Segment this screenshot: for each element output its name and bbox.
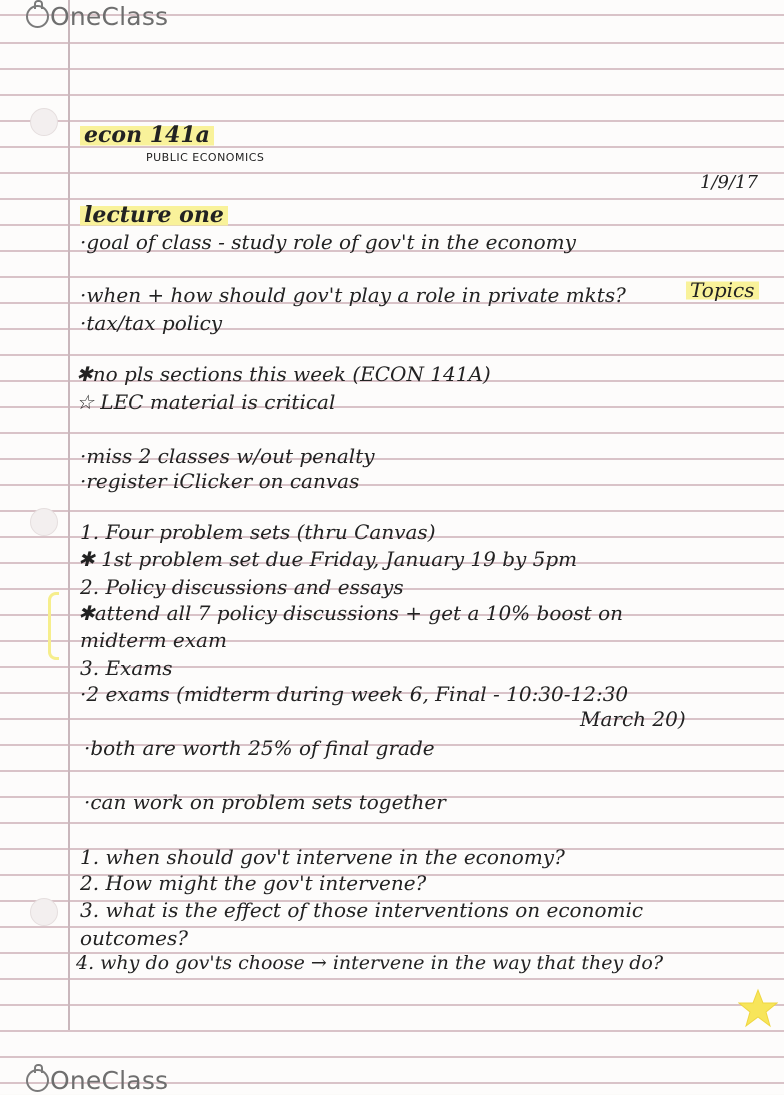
note-line: March 20)	[580, 707, 686, 731]
logo-text: OneClass	[50, 1066, 169, 1095]
note-line: ✱ 1st problem set due Friday, January 19 by 5pm	[78, 547, 578, 571]
logo-text: OneClass	[50, 2, 169, 31]
topics-label-text: Topics	[686, 278, 759, 302]
note-line: 3. Exams	[80, 656, 173, 680]
course-title-text: econ 141a	[80, 122, 214, 148]
oneclass-logo-top	[26, 2, 168, 31]
highlight-bracket	[48, 592, 59, 660]
margin-line	[68, 0, 70, 1030]
star-icon	[738, 988, 778, 1028]
note-line: ·2 exams (midterm during week 6, Final - 10:30-12:30	[80, 682, 629, 706]
course-subtitle: PUBLIC ECONOMICS	[146, 151, 265, 164]
course-title	[80, 122, 214, 148]
note-line: midterm exam	[80, 628, 227, 652]
note-line: ·can work on problem sets together	[84, 790, 446, 814]
note-line: ·goal of class - study role of gov't in the economy	[80, 230, 576, 254]
note-line: ·tax/tax policy	[80, 311, 223, 335]
logo-mark-icon	[26, 5, 49, 28]
note-line: 1. Four problem sets (thru Canvas)	[80, 520, 436, 544]
note-line: ·when + how should gov't play a role in private mkts?	[80, 283, 626, 307]
oneclass-logo-bottom	[26, 1066, 168, 1095]
note-line: ✱no pls sections this week (ECON 141A)	[76, 362, 491, 386]
date: 1/9/17	[700, 172, 758, 193]
note-line: outcomes?	[80, 926, 188, 950]
lecture-title	[80, 202, 228, 228]
note-line: 2. How might the gov't intervene?	[80, 871, 427, 895]
note-line: 4. why do gov'ts choose → intervene in the way that they do?	[76, 952, 664, 974]
binder-hole	[30, 898, 58, 926]
note-line: 1. when should gov't intervene in the economy?	[80, 845, 565, 869]
topics-label	[686, 278, 759, 302]
note-line: ·both are worth 25% of final grade	[84, 736, 435, 760]
note-line: ☆ LEC material is critical	[76, 390, 336, 414]
note-line: 2. Policy discussions and essays	[80, 575, 404, 599]
lecture-title-text: lecture one	[80, 202, 228, 228]
binder-hole	[30, 508, 58, 536]
note-line: ·miss 2 classes w/out penalty	[80, 444, 375, 468]
logo-mark-icon	[26, 1069, 49, 1092]
note-line: ✱attend all 7 policy discussions + get a 10% boost on	[78, 601, 623, 625]
binder-hole	[30, 108, 58, 136]
note-line: ·register iClicker on canvas	[80, 469, 360, 493]
note-line: 3. what is the effect of those interventions on economic	[80, 898, 644, 922]
